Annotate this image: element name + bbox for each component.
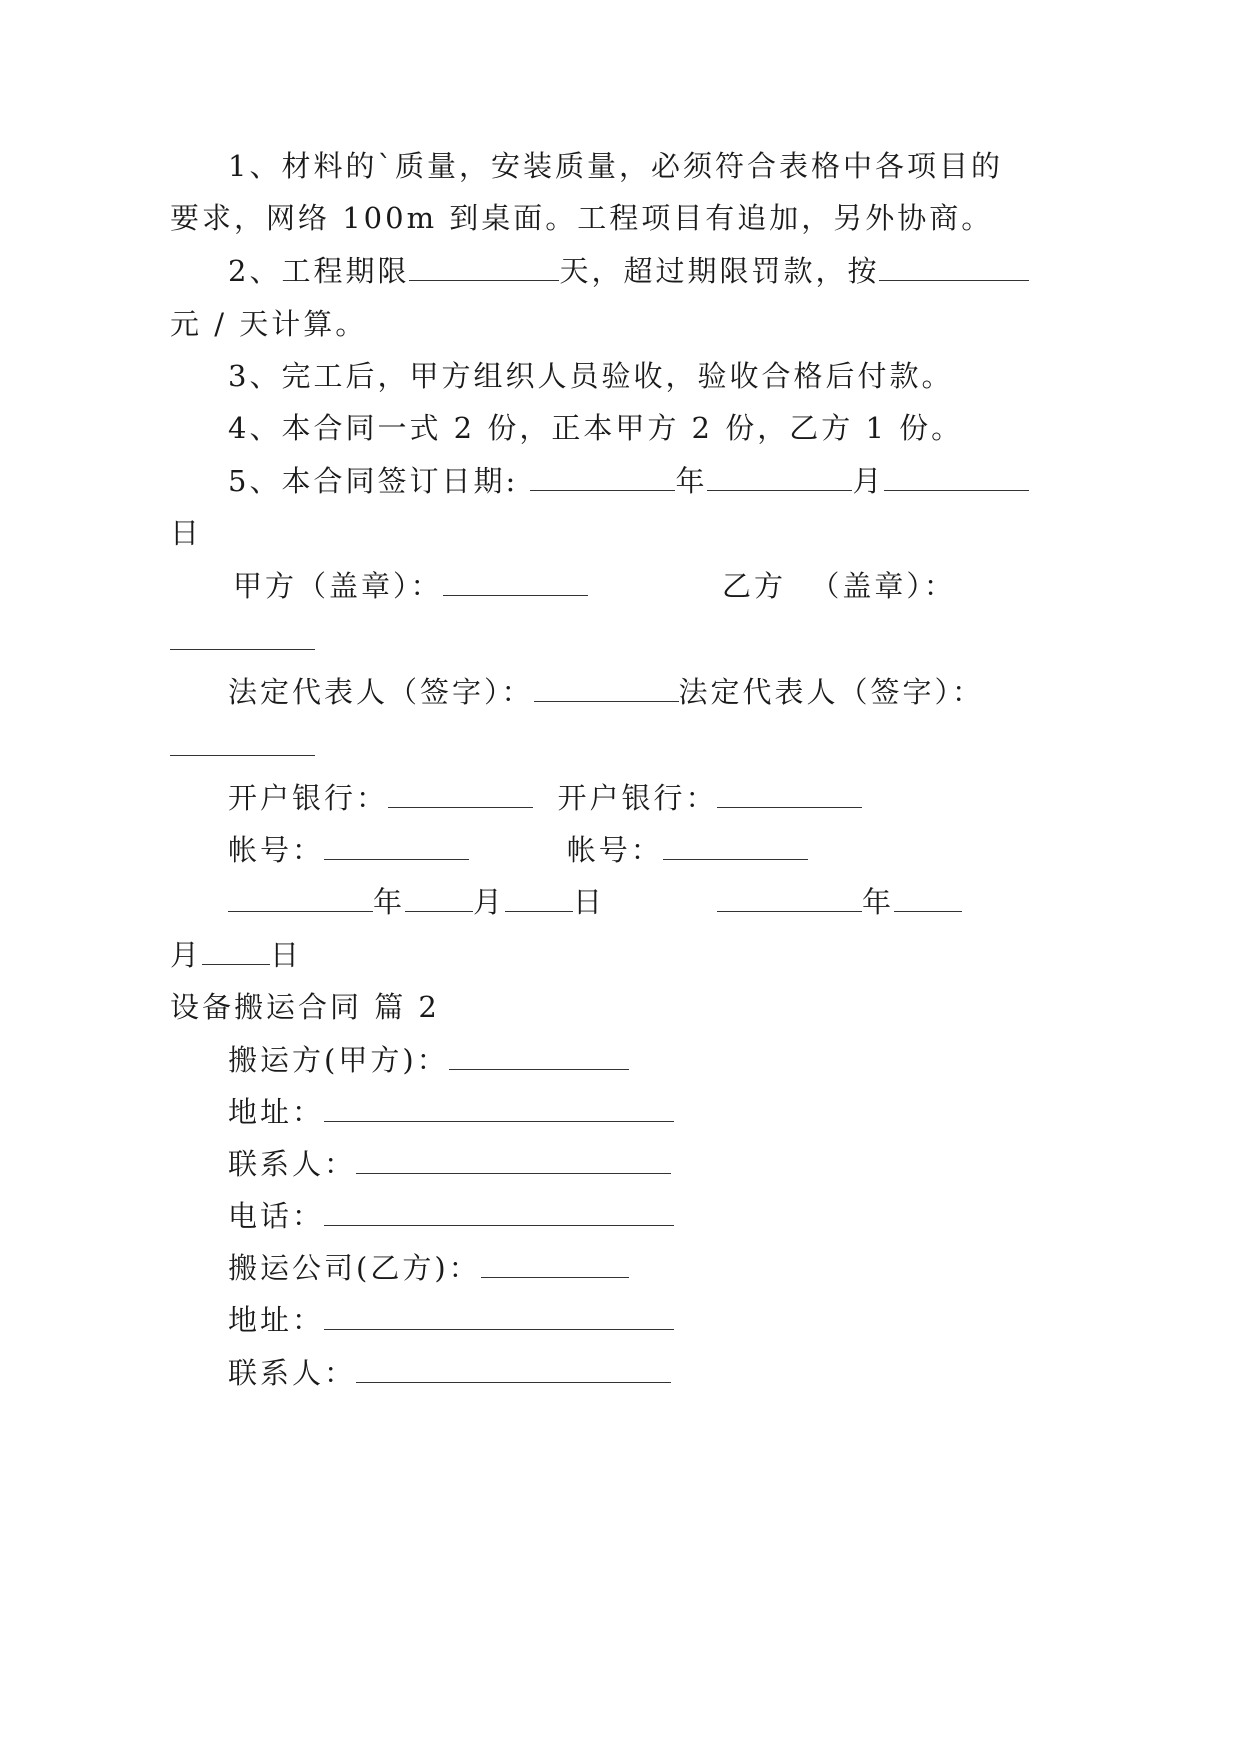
blank-date-b-day <box>202 938 270 965</box>
party-b-seal: 乙方 （盖章）： <box>722 569 956 603</box>
item5-line1: 5、本合同签订日期: 年 月 <box>228 461 1029 501</box>
blank-bank-a <box>388 781 533 808</box>
blank-address-b <box>324 1303 674 1330</box>
item2-line2: 元 / 天计算。 <box>170 307 368 341</box>
blank-party-b-seal <box>170 623 315 650</box>
blank-account-b <box>663 833 808 860</box>
bank-row: 开户银行： 开户银行： <box>228 778 862 818</box>
date-row-a: 年 月 日 <box>228 882 605 922</box>
blank-account-a <box>324 833 469 860</box>
blank-date-a-day <box>505 885 573 912</box>
section-heading: 设备搬运合同 篇 2 <box>170 990 440 1024</box>
blank-bank-b <box>717 781 862 808</box>
item1-line1: 1、材料的`质量，安装质量，必须符合表格中各项目的 <box>228 149 1003 183</box>
phone-a: 电话： <box>228 1196 674 1236</box>
blank-date-b-month <box>894 885 962 912</box>
party-b-seal-blank-line <box>170 620 315 660</box>
account-row: 帐号： 帐号： <box>228 830 808 870</box>
blank-legal-rep-a <box>534 675 679 702</box>
company-party-b: 搬运公司(乙方)： <box>228 1248 629 1288</box>
blank-month <box>707 464 852 491</box>
blank-party-a-seal <box>443 569 588 596</box>
blank-day <box>884 464 1029 491</box>
blank-contact-b <box>356 1356 671 1383</box>
blank-date-b-year <box>717 885 862 912</box>
item4: 4、本合同一式 2 份，正本甲方 2 份，乙方 1 份。 <box>228 411 964 445</box>
date-row-b-cont: 月 日 <box>170 938 303 972</box>
contact-b: 联系人： <box>228 1353 671 1393</box>
blank-phone-a <box>324 1199 674 1226</box>
blank-contact-a <box>356 1147 671 1174</box>
mover-party-a: 搬运方(甲方)： <box>228 1040 629 1080</box>
blank-penalty <box>879 254 1029 281</box>
blank-date-a-month <box>405 885 473 912</box>
contact-a: 联系人： <box>228 1144 671 1184</box>
item2-line1: 2、工程期限 天，超过期限罚款，按 <box>228 251 1029 291</box>
date-row-b: 年 <box>717 882 962 922</box>
legal-rep-row: 法定代表人（签字）： 法定代表人（签字）： <box>228 675 985 709</box>
blank-legal-rep-b <box>170 729 315 756</box>
item3: 3、完工后，甲方组织人员验收，验收合格后付款。 <box>228 359 954 393</box>
item5-line2: 日 <box>170 516 203 550</box>
item1-line2: 要求，网络 100m 到桌面。工程项目有追加，另外协商。 <box>170 201 994 235</box>
blank-year <box>530 464 675 491</box>
blank-days <box>409 254 559 281</box>
address-b: 地址： <box>228 1300 674 1340</box>
address-a: 地址： <box>228 1092 674 1132</box>
party-a-seal: 甲方（盖章）： <box>233 566 588 606</box>
blank-mover <box>449 1043 629 1070</box>
blank-company <box>481 1251 629 1278</box>
blank-date-a-year <box>228 885 373 912</box>
legal-rep-b-blank-line <box>170 726 315 766</box>
blank-address-a <box>324 1095 674 1122</box>
